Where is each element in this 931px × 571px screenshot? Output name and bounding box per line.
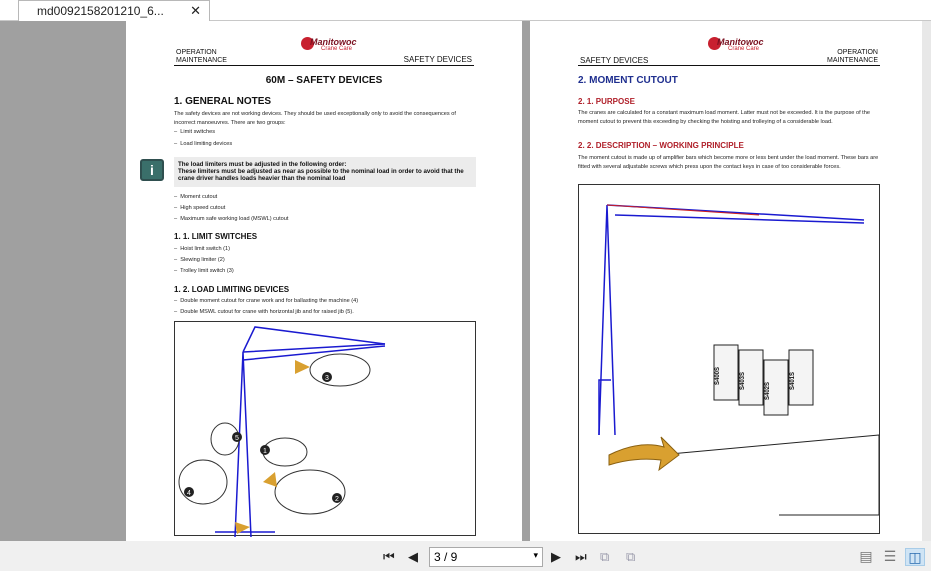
navigation-toolbar <box>0 541 931 571</box>
tab-title: md0092158201210_6... <box>37 4 164 18</box>
page-selector[interactable]: 3 / 9 ▾ <box>429 547 543 567</box>
header-right: SAFETY DEVICES <box>403 55 472 64</box>
first-page-icon[interactable]: ⏮ <box>383 549 395 564</box>
rotate-forward-icon[interactable]: ⧉ <box>626 549 636 564</box>
next-page-icon[interactable]: ▶ <box>551 549 561 564</box>
svg-text:S401S: S401S <box>790 371 796 390</box>
list-item: – Slewing limiter (2) <box>174 257 225 263</box>
info-note: i The load limiters must be adjusted in the following order: These limiters must be adjusted as near as possible to the nominal load in order to avoid that the crane driver handles loads heavier than the nominal load <box>174 157 476 187</box>
svg-text:1: 1 <box>263 448 267 455</box>
two-page-view-icon[interactable]: ◫ <box>905 548 925 566</box>
info-icon: i <box>140 159 164 181</box>
last-page-icon[interactable]: ⏭ <box>575 549 587 564</box>
svg-text:3: 3 <box>325 375 329 382</box>
paragraph: The safety devices are not working devices. They should be used exceptionally only to avoid the consequences of incorrect manoeuvres. There are two groups: <box>174 111 456 126</box>
svg-text:5: 5 <box>235 435 239 442</box>
header-left: OPERATION MAINTENANCE <box>176 49 227 64</box>
vertical-scrollbar[interactable] <box>922 21 931 541</box>
svg-text:S403S: S403S <box>740 371 746 390</box>
page-title: 60M – SAFETY DEVICES <box>265 75 383 86</box>
list-item: – Double MSWL cutout for crane with horizontal jib and for raised jib (5). <box>174 309 354 315</box>
page-right <box>530 21 922 541</box>
subsection-heading: 2. 1. PURPOSE <box>578 97 635 106</box>
list-item: – Limit switches <box>174 129 216 135</box>
subsection-heading: 1. 1. LIMIT SWITCHES <box>174 232 258 241</box>
crane-illustration <box>175 322 475 537</box>
manitowoc-logo: Manitowoc Crane Care <box>301 37 361 53</box>
single-page-view-icon[interactable]: ▤ <box>859 548 873 564</box>
paragraph: The moment cutout is made up of amplifier bars which become more or less bent under the load moment. These bars are fitted with several adjustable screws which press upon the contact keys in case of too considerable forces. <box>578 155 879 170</box>
header-left: SAFETY DEVICES <box>580 56 649 65</box>
manitowoc-logo: Manitowoc Crane Care <box>708 37 768 53</box>
list-item: – High speed cutout <box>174 205 226 211</box>
document-view <box>0 21 931 541</box>
moment-cutout-figure <box>578 184 880 534</box>
list-item: – Hoist limit switch (1) <box>174 246 230 252</box>
paragraph: The cranes are calculated for a constant maximum load moment. Latter must not be exceeded. It is the purpose of the moment cutout to prevent this exceeding by checking the hoisting and trolleying of a considerable load. <box>578 110 870 125</box>
header-divider <box>174 65 474 66</box>
section-heading: 2. MOMENT CUTOUT <box>578 75 678 86</box>
continuous-view-icon[interactable]: ☰ <box>883 548 897 564</box>
page-left <box>126 21 522 541</box>
svg-text:2: 2 <box>335 496 339 503</box>
list-item: – Load limiting devices <box>174 141 233 147</box>
crane-diagram-figure <box>174 321 476 536</box>
subsection-heading: 2. 2. DESCRIPTION – WORKING PRINCIPLE <box>578 141 744 150</box>
section-heading: 1. GENERAL NOTES <box>174 96 272 107</box>
list-item: – Moment cutout <box>174 194 218 200</box>
list-item: – Trolley limit switch (3) <box>174 268 234 274</box>
svg-text:S400S: S400S <box>715 366 721 385</box>
svg-text:S402S: S402S <box>765 381 771 400</box>
previous-page-icon[interactable]: ◀ <box>408 549 418 564</box>
svg-text:4: 4 <box>187 490 191 497</box>
close-tab-icon[interactable]: ✕ <box>190 3 201 18</box>
tab-bar <box>0 0 931 21</box>
document-tab[interactable] <box>18 0 210 21</box>
header-divider <box>578 65 880 66</box>
list-item: – Maximum safe working load (MSWL) cutout <box>174 216 289 222</box>
rotate-back-icon[interactable]: ⧉ <box>600 549 610 564</box>
moment-cutout-illustration <box>579 185 879 535</box>
subsection-heading: 1. 2. LOAD LIMITING DEVICES <box>174 285 290 294</box>
list-item: – Double moment cutout for crane work and for ballasting the machine (4) <box>174 298 359 304</box>
chevron-down-icon: ▾ <box>533 550 538 560</box>
header-right: OPERATION MAINTENANCE <box>827 49 878 64</box>
